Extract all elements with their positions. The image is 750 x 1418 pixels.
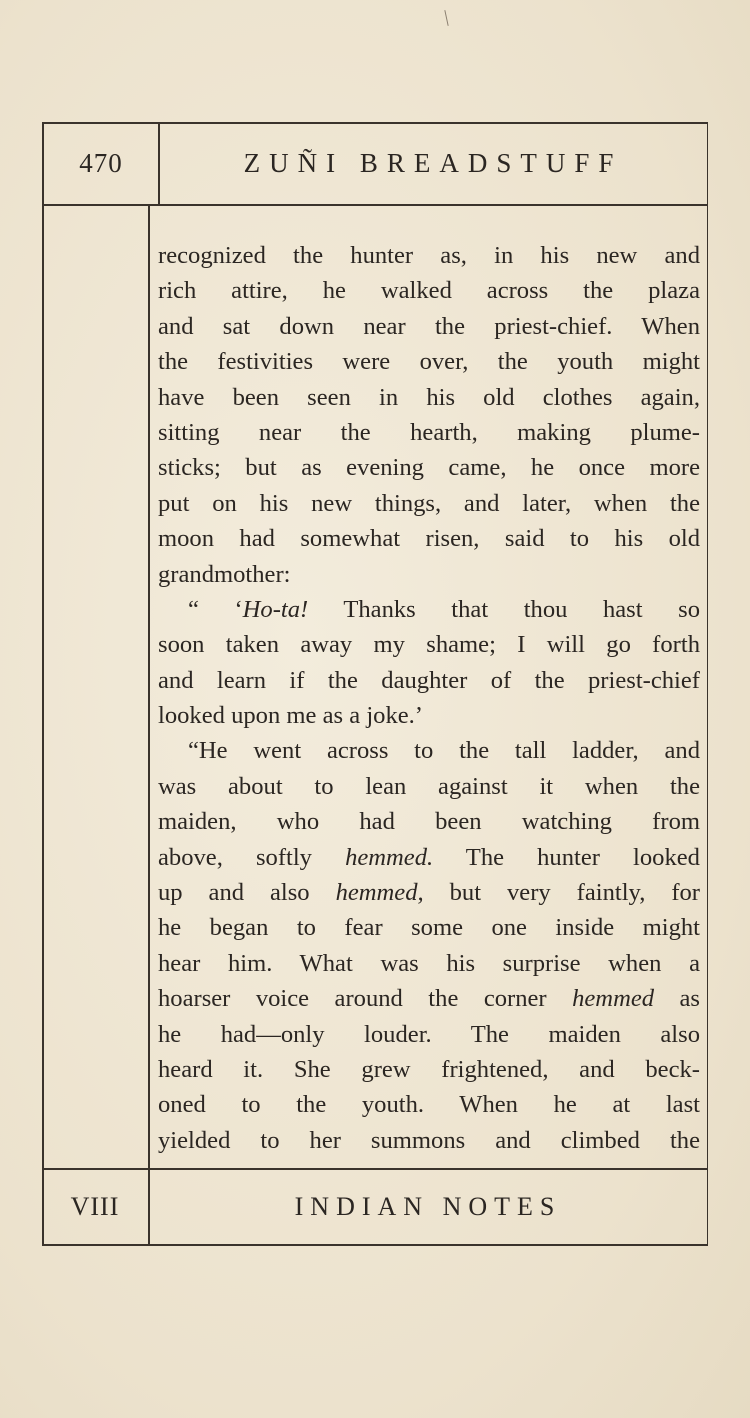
text-segment: but very faintly, for bbox=[423, 879, 700, 907]
text-segment: Thanks that thou hast so bbox=[308, 595, 700, 623]
text-segment: he had—only louder. The maiden also bbox=[158, 1020, 700, 1048]
text-line bbox=[158, 238, 700, 273]
body-text bbox=[158, 238, 700, 1158]
running-title: ZUÑI BREADSTUFF bbox=[243, 147, 623, 178]
text-line bbox=[158, 627, 700, 662]
text-line bbox=[158, 380, 700, 415]
text-line bbox=[158, 875, 700, 910]
text-line bbox=[158, 1017, 700, 1052]
section-number: VIII bbox=[70, 1192, 120, 1221]
text-segment: he began to fear some one inside might bbox=[158, 914, 700, 942]
text-line bbox=[158, 981, 700, 1016]
text-segment: “ ‘ bbox=[188, 595, 243, 623]
text-line bbox=[158, 1123, 700, 1158]
text-line bbox=[158, 557, 700, 592]
text-segment: and sat down near the priest-chief. When bbox=[158, 312, 700, 340]
text-segment: hear him. What was his surprise when a bbox=[158, 949, 700, 977]
text-segment: the festivities were over, the youth might bbox=[158, 348, 700, 376]
text-segment: soon taken away my shame; I will go forth bbox=[158, 631, 700, 659]
text-line bbox=[158, 486, 700, 521]
text-segment: and learn if the daughter of the priest-chief bbox=[158, 666, 700, 694]
text-segment: The hunter looked bbox=[433, 843, 700, 871]
italic-word: hemmed, bbox=[335, 879, 424, 907]
text-segment: looked upon me as a joke.’ bbox=[158, 702, 423, 730]
text-segment: as bbox=[654, 985, 700, 1013]
text-line bbox=[158, 450, 700, 485]
text-line bbox=[158, 910, 700, 945]
italic-word: Ho-ta! bbox=[242, 595, 309, 623]
text-line bbox=[158, 769, 700, 804]
text-line bbox=[158, 946, 700, 981]
text-segment: was about to lean against it when the bbox=[158, 772, 700, 800]
text-segment: put on his new things, and later, when the bbox=[158, 489, 700, 517]
text-line bbox=[158, 415, 700, 450]
text-line bbox=[158, 1052, 700, 1087]
text-line bbox=[158, 698, 700, 733]
text-line bbox=[158, 344, 700, 379]
text-segment: maiden, who had been watching from bbox=[158, 808, 700, 836]
text-segment: above, softly bbox=[158, 843, 346, 871]
text-line bbox=[158, 309, 700, 344]
text-segment: have been seen in his old clothes again, bbox=[158, 383, 700, 411]
text-segment: yielded to her summons and climbed the bbox=[158, 1126, 700, 1154]
text-line bbox=[158, 273, 700, 308]
text-line bbox=[158, 840, 700, 875]
text-line bbox=[158, 733, 700, 768]
text-line bbox=[158, 804, 700, 839]
text-segment: moon had somewhat risen, said to his old bbox=[158, 525, 700, 553]
text-line bbox=[158, 592, 700, 627]
text-segment: heard it. She grew frightened, and beck- bbox=[158, 1055, 700, 1083]
margin-divider bbox=[148, 206, 150, 1246]
text-segment: grandmother: bbox=[158, 560, 291, 588]
text-segment: up and also bbox=[158, 879, 336, 907]
text-segment: oned to the youth. When he at last bbox=[158, 1091, 700, 1119]
text-line bbox=[158, 663, 700, 698]
italic-word: hemmed. bbox=[345, 843, 434, 871]
header-rule bbox=[44, 204, 708, 206]
italic-word: hemmed bbox=[572, 985, 655, 1013]
text-segment: “He went across to the tall ladder, and bbox=[188, 737, 700, 765]
pencil-mark bbox=[444, 10, 448, 26]
text-segment: sticks; but as evening came, he once more bbox=[158, 454, 700, 482]
text-segment: hoarser voice around the corner bbox=[158, 985, 573, 1013]
page-number: 470 bbox=[79, 147, 123, 178]
text-line bbox=[158, 1087, 700, 1122]
text-segment: rich attire, he walked across the plaza bbox=[158, 277, 700, 305]
text-line bbox=[158, 521, 700, 556]
text-segment: sitting near the hearth, making plume- bbox=[158, 418, 700, 446]
series-title: INDIAN NOTES bbox=[294, 1192, 562, 1221]
text-segment: recognized the hunter as, in his new and bbox=[158, 242, 700, 269]
